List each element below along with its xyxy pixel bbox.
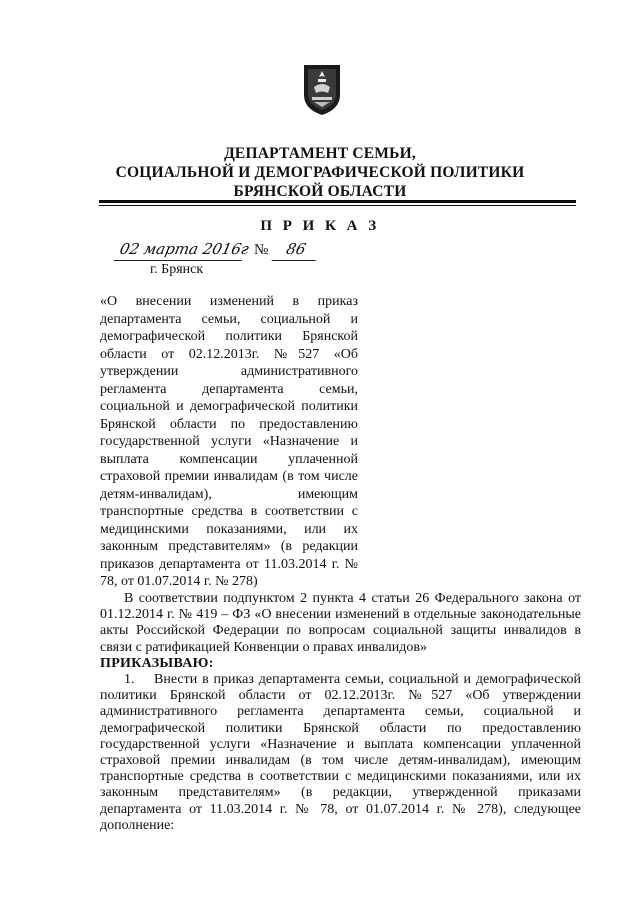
department-name-line-2: СОЦИАЛЬНОЙ И ДЕМОГРАФИЧЕСКОЙ ПОЛИТИКИ [115, 164, 525, 181]
preamble-paragraph: В соответствии подпунктом 2 пункта 4 статьи 26 Федерального закона от 01.12.2014 г. № 419 – ФЗ «О внесении изменений в отдельные законодательные акты Российской Федерации по вопросам социальной защиты инвалидов в связи с ратификацией Конвенции о правах инвалидов» [100, 591, 581, 655]
number-label: № [254, 242, 269, 258]
order-directive: ПРИКАЗЫВАЮ: [100, 655, 214, 671]
order-date-number-line [116, 238, 318, 260]
city-name: г. Брянск [150, 262, 204, 277]
header-divider-thin [99, 205, 576, 206]
item-1-paragraph: 1. Внести в приказ департамента семьи, социальной и демографической политики Брянской области от 02.12.2013г. №527 «Об утверждении административного регламента департамента семьи, социальной и демографической политики Брянской области по предоставлению государственной услуги «Назначение и выплата компенсации уплаченной страховой премии инвалидам (в том числе детям-инвалидам), имеющим транспортные средства в соответствии с медицинскими показаниями, или их законным представителям» (в редакции, утвержденной приказами департамента от 11.03.2014 г. № 78, от 01.07.2014 г. № 278), следующее дополнение: [100, 672, 581, 833]
subject-text: «О внесении изменений в приказ департамента семьи, социальной и демографической политики Брянской области от 02.12.2013г. №527 «Об утверждении административного регламента департамента семьи, социальной и демографической политики Брянской области по предоставлению государственной услуги «Назначение и выплата компенсации уплаченной страховой премии инвалидам (в том числе детям-инвалидам), имеющим транспортные средства в соответствии с медицинскими показаниями, или их законным представителям» (в редакции приказов департамента от 11.03.2014 г. № 78, от 01.07.2014 г. № 278) [100, 294, 358, 589]
department-name-line-1: ДЕПАРТАМЕНТ СЕМЬИ, [224, 145, 416, 162]
order-title: П Р И К А З [260, 218, 380, 234]
header-divider-thick [99, 200, 576, 203]
handwritten-order-number: 86 [272, 238, 321, 261]
department-name-line-3: БРЯНСКОЙ ОБЛАСТИ [233, 183, 407, 200]
coat-of-arms-icon [300, 61, 344, 117]
order-subject [100, 293, 358, 591]
handwritten-date: 02 марта 2016г [114, 238, 247, 261]
order-body [100, 591, 581, 834]
